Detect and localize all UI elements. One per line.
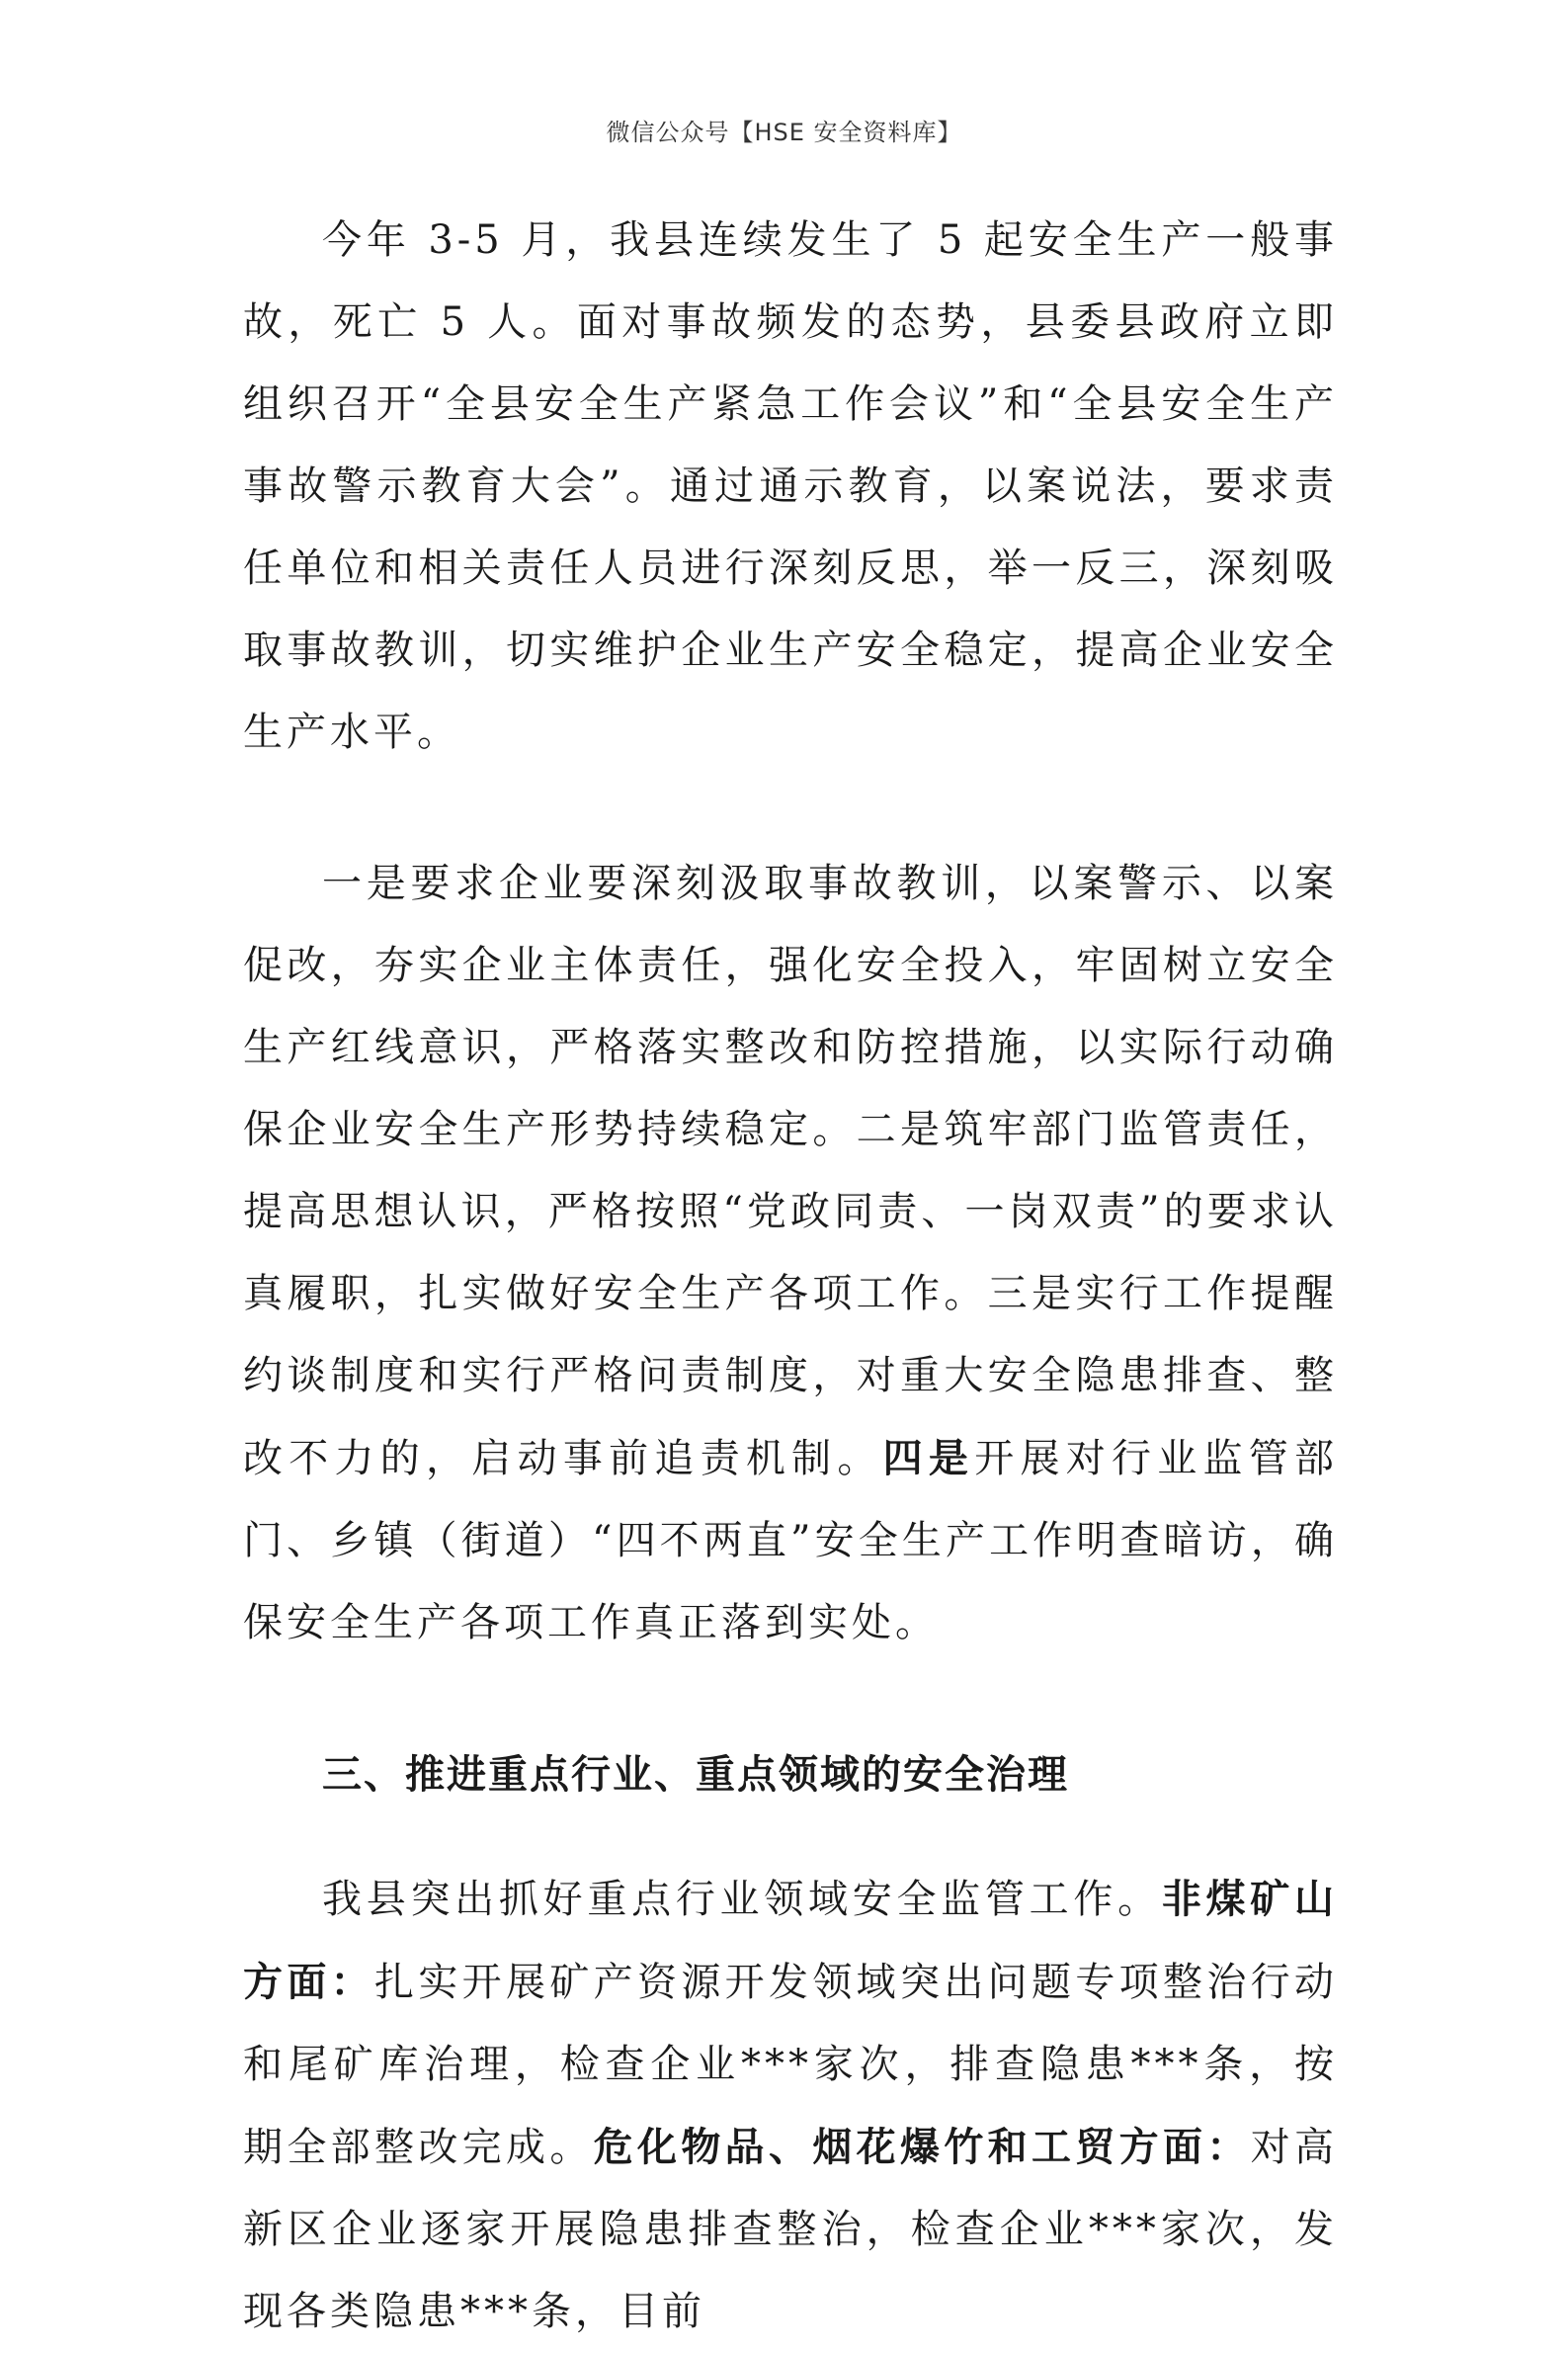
lead-hazardous-chemicals: 危化物品、烟花爆竹和工贸方面： [593,2124,1251,2170]
measure-second-text: 筑牢部门监管责任，提高思想认识，严格按照“党政同责、一岗双责”的要求认真履职，扎实做好安全生产各项工作。 [243,1107,1339,1316]
paragraph-text: 今年 3-5 月，我县连续发生了 5 起安全生产一般事故，死亡 5 人。面对事故频发的态势，县委县政府立即组织召开“全县安全生产紧急工作会议”和“全县安全生产事故警示教育大会”。通过通示教育，以案说法，要求责任单位和相关责任人员进行深刻反思，举一反三，深刻吸取事故教训，切实维护企业生产安全稳定，提高企业安全生产水平。 [243,217,1338,755]
measure-third-text: 实行工作提醒约谈制度和实行严格问责制度，对重大安全隐患排查、整改不力的，启动事前追责机制。 [243,1271,1339,1481]
lead-fourth: 四是 [882,1435,975,1481]
page-header: 微信公众号【HSE 安全资料库】 [606,119,962,146]
paragraph-measures [243,843,1338,1664]
lead-non-coal-mines: 非煤矿山方面： [243,1876,1339,2005]
lead-second: 二是 [856,1107,945,1152]
lead-first: 一是 [322,861,411,906]
section-heading: 三、推进重点行业、重点领域的安全治理 [322,1752,1069,1798]
measure-first-text: 要求企业要深刻汲取事故教训，以案警示、以案促改，夯实企业主体责任，强化安全投入，牢固树立安全生产红线意识，严格落实整改和防控措施，以实际行动确保企业安全生产形势持续稳定。 [243,861,1339,1152]
measure-fourth-text: 开展对行业监管部门、乡镇（街道）“四不两直”安全生产工作明查暗访，确保安全生产各项工作真正落到实处。 [243,1436,1339,1645]
intro-text: 我县突出抓好重点行业领域安全监管工作。 [322,1877,1162,1922]
document-body [243,200,1338,2353]
non-coal-mines-text: 扎实开展矿产资源开发领域突出问题专项整治行动和尾矿库治理，检查企业***家次，排查隐患***条，按期全部整改完成。 [243,1960,1338,2170]
hazardous-chemicals-text: 对高新区企业逐家开展隐患排查整治，检查企业***家次，发现各类隐患***条，目前 [243,2125,1339,2334]
paragraph-key-industries [243,1858,1338,2353]
lead-third: 三是 [987,1271,1076,1316]
paragraph-accident-summary [243,200,1338,774]
